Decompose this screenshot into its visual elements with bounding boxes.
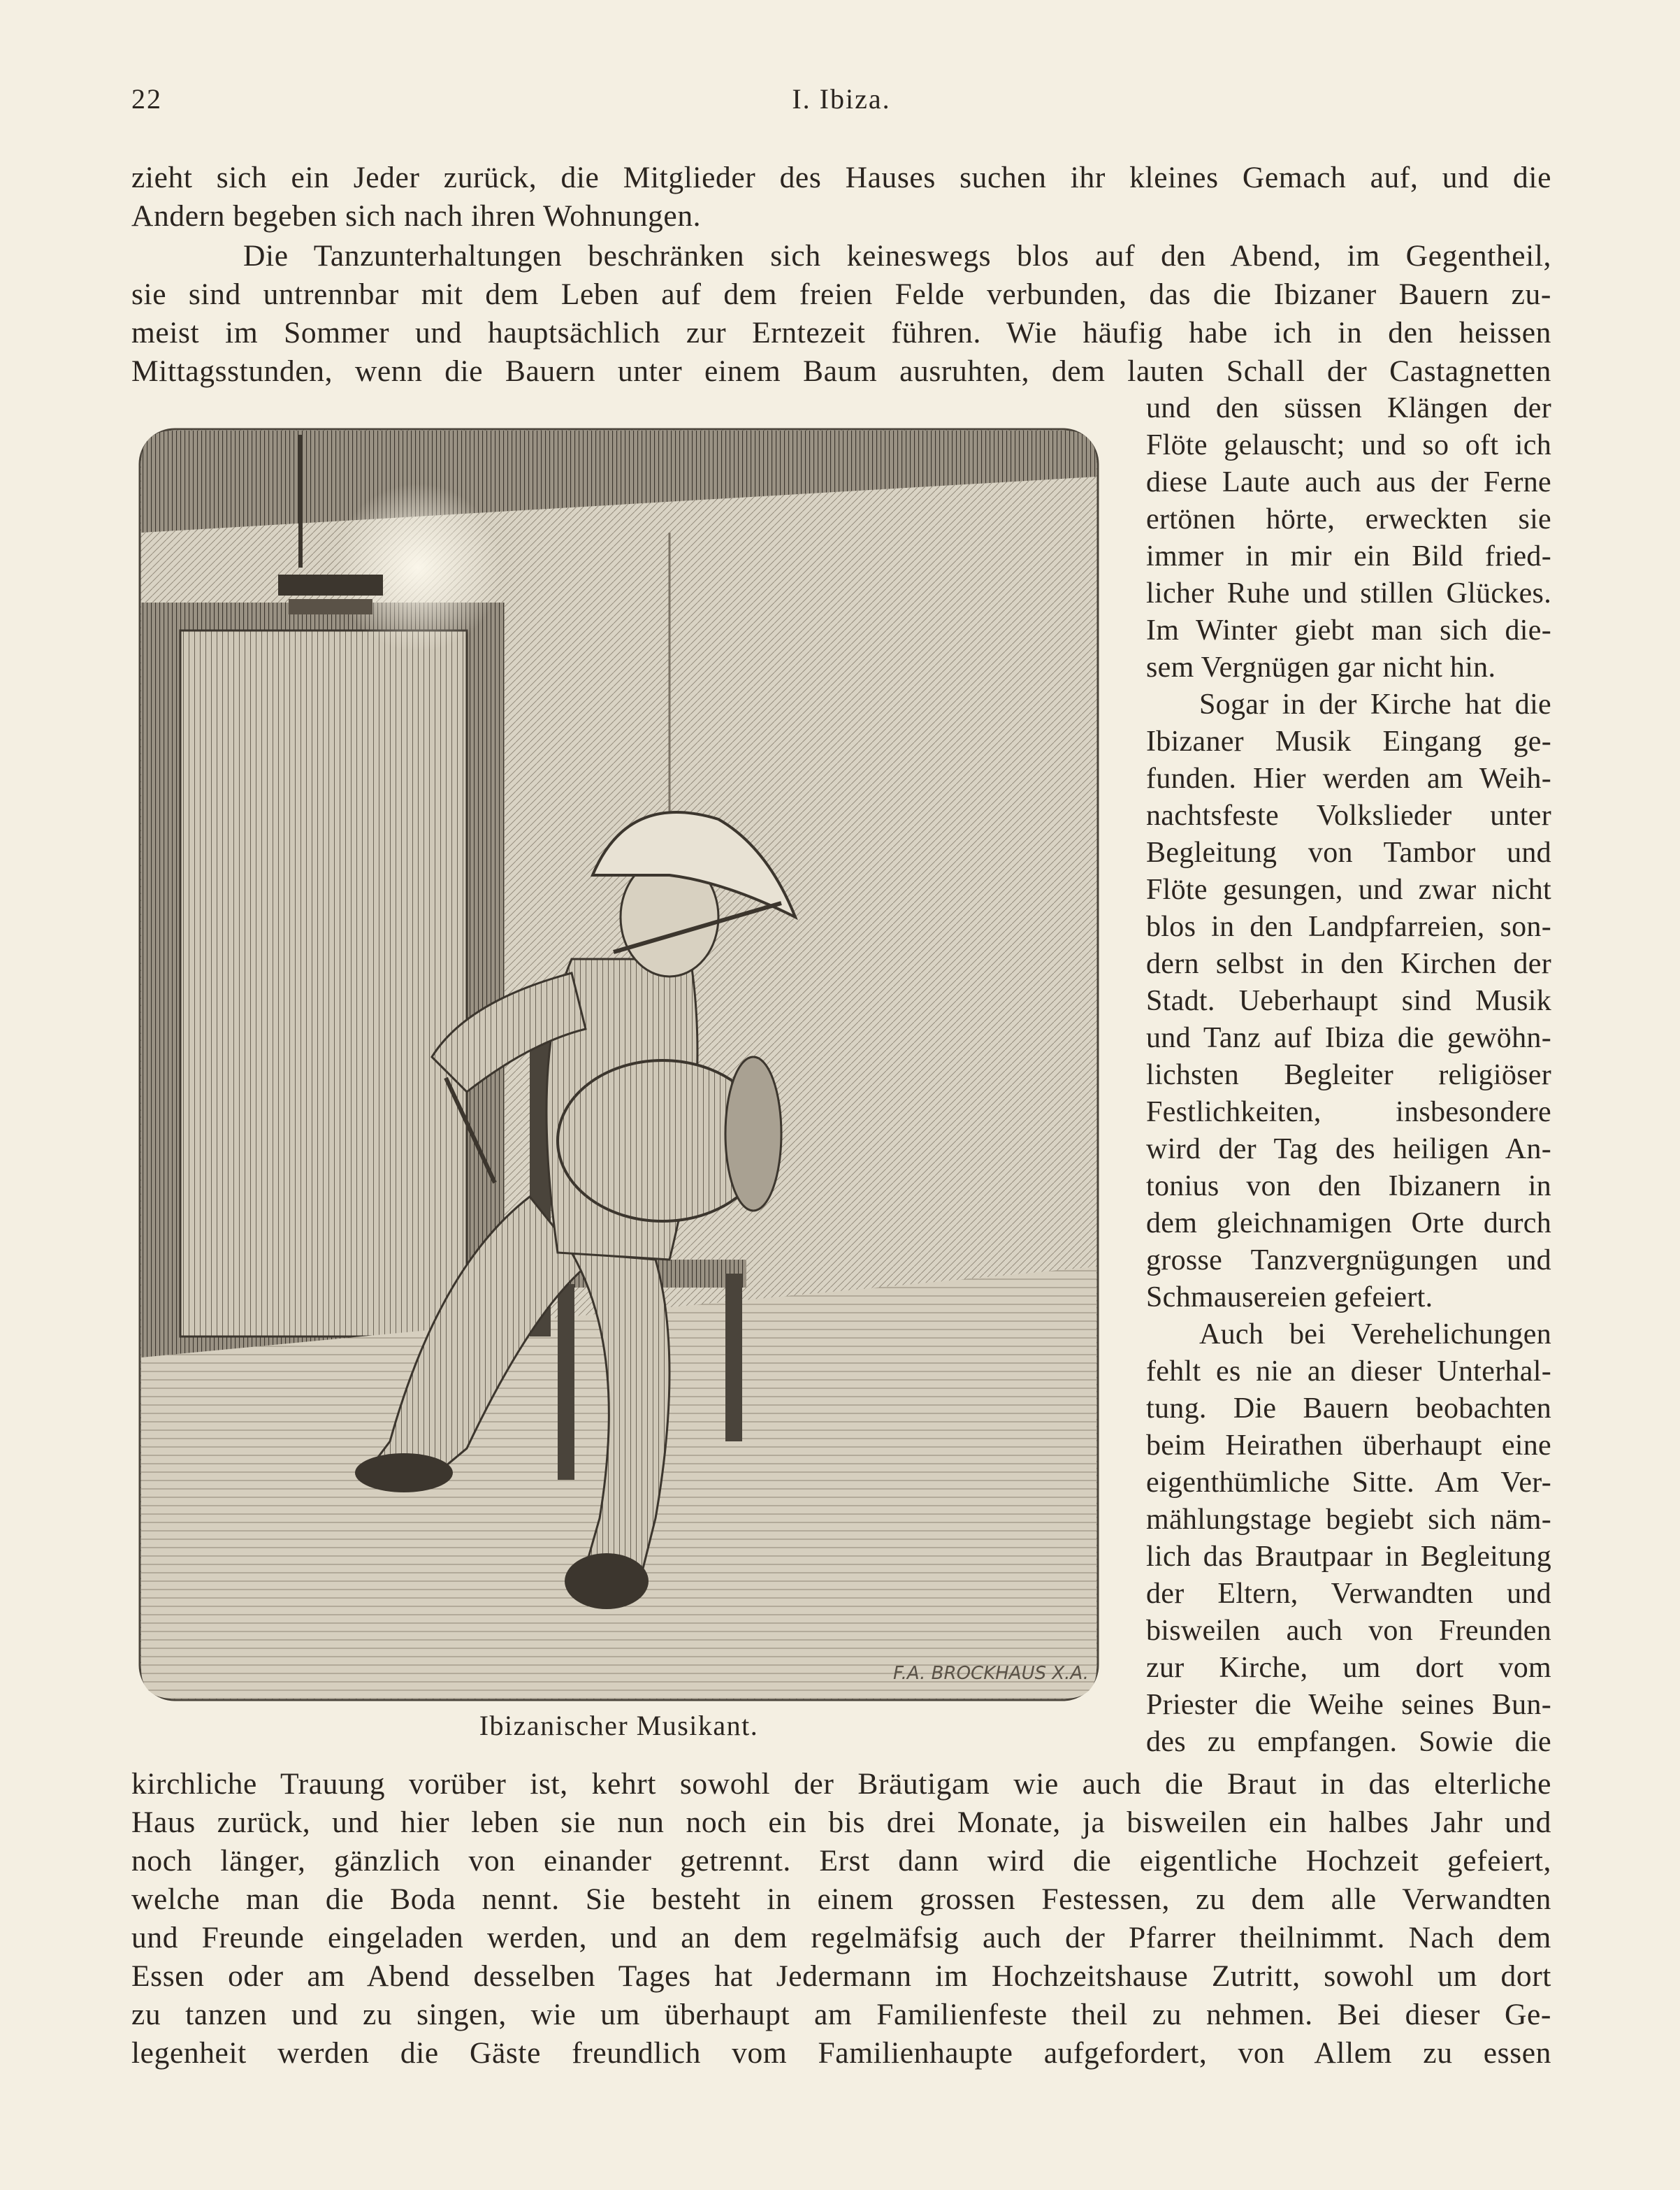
column-line: zur Kirche, um dort vom — [1146, 1652, 1551, 1684]
column-line: tonius von den Ibizanern in — [1146, 1170, 1551, 1202]
text-line: Die Tanzunterhaltungen beschränken sich keineswegs blos auf den Abend, im Gegentheil, — [243, 239, 1551, 273]
text-line: zieht sich ein Jeder zurück, die Mitglieder des Hauses suchen ihr kleines Gemach auf, und die — [131, 161, 1551, 194]
engraver-signature: F.A. BROCKHAUS X.A. — [893, 1663, 1089, 1684]
column-line: fehlt es nie an dieser Unterhal- — [1146, 1355, 1551, 1388]
illustration-musician — [138, 428, 1099, 1701]
column-line: Schmausereien gefeiert. — [1146, 1281, 1433, 1313]
column-line: Priester die Weihe seines Bun- — [1146, 1689, 1551, 1721]
text-line: und Freunde eingeladen werden, und an dem regelmäfsig auch der Pfarrer theilnimmt. Nach dem — [131, 1921, 1551, 1954]
text-line: Essen oder am Abend desselben Tages hat Jedermann im Hochzeitshause Zutritt, sowohl um dort — [131, 1959, 1551, 1993]
column-line: Flöte gesungen, und zwar nicht — [1146, 874, 1551, 906]
figure-caption: Ibizanischer Musikant. — [479, 1710, 759, 1741]
running-header — [131, 82, 1551, 124]
column-line: bisweilen auch von Freunden — [1146, 1615, 1551, 1647]
column-line: Stadt. Ueberhaupt sind Musik — [1146, 985, 1551, 1017]
text-line: welche man die Boda nennt. Sie besteht in einem grossen Festessen, zu dem alle Verwandten — [131, 1882, 1551, 1916]
text-line: Mittagsstunden, wenn die Bauern unter einem Baum ausruhten, dem lauten Schall der Castagnetten — [131, 354, 1551, 388]
column-line: diese Laute auch aus der Ferne — [1146, 466, 1551, 498]
column-line: Festlichkeiten, insbesondere — [1146, 1096, 1551, 1128]
column-line: funden. Hier werden am Weih- — [1146, 763, 1551, 795]
text-line: kirchliche Trauung vorüber ist, kehrt sowohl der Bräutigam wie auch die Braut in das elterliche — [131, 1767, 1551, 1801]
column-line: nachtsfeste Volkslieder unter — [1146, 800, 1551, 832]
column-line: ertönen hörte, erweckten sie — [1146, 503, 1551, 535]
column-line: Sogar in der Kirche hat die — [1199, 689, 1551, 721]
text-line: legenheit werden die Gäste freundlich vom Familienhaupte aufgefordert, von Allem zu essen — [131, 2036, 1551, 2070]
column-line: blos in den Landpfarreien, son- — [1146, 911, 1551, 943]
chapter-title: I. Ibiza. — [792, 83, 891, 115]
column-line: Begleitung von Tambor und — [1146, 837, 1551, 869]
column-line: wird der Tag des heiligen An- — [1146, 1133, 1551, 1165]
text-line: Andern begeben sich nach ihren Wohnungen. — [131, 199, 702, 233]
text-line: Haus zurück, und hier leben sie nun noch ein bis drei Monate, ja bisweilen ein halbes Jahr und — [131, 1806, 1551, 1839]
text-line: meist im Sommer und hauptsächlich zur Erntezeit führen. Wie häufig habe ich in den heissen — [131, 316, 1551, 350]
column-line: dern selbst in den Kirchen der — [1146, 948, 1551, 980]
column-line: Auch bei Verehelichungen — [1199, 1318, 1551, 1350]
column-line: der Eltern, Verwandten und — [1146, 1578, 1551, 1610]
text-line: zu tanzen und zu singen, wie um überhaupt am Familienfeste theil zu nehmen. Bei dieser Ge- — [131, 1998, 1551, 2031]
column-line: Im Winter giebt man sich die- — [1146, 614, 1551, 647]
column-line: immer in mir ein Bild fried- — [1146, 540, 1551, 572]
text-line: noch länger, gänzlich von einander getrennt. Erst dann wird die eigentliche Hochzeit gefeiert, — [131, 1844, 1551, 1878]
column-line: beim Heirathen überhaupt eine — [1146, 1429, 1551, 1462]
column-line: mählungstage begiebt sich näm- — [1146, 1504, 1551, 1536]
text-line: sie sind untrennbar mit dem Leben auf dem freien Felde verbunden, das die Ibizaner Bauern zu- — [131, 278, 1551, 311]
column-line: lichsten Begleiter religiöser — [1146, 1059, 1551, 1091]
column-line: Flöte gelauscht; und so oft ich — [1146, 429, 1551, 461]
column-line: sem Vergnügen gar nicht hin. — [1146, 651, 1496, 684]
column-line: Ibizaner Musik Eingang ge- — [1146, 726, 1551, 758]
column-line: eigenthümliche Sitte. Am Ver- — [1146, 1467, 1551, 1499]
column-line: dem gleichnamigen Orte durch — [1146, 1207, 1551, 1239]
column-line: licher Ruhe und stillen Glückes. — [1146, 577, 1551, 610]
column-line: und Tanz auf Ibiza die gewöhn- — [1146, 1022, 1551, 1054]
column-line: und den süssen Klängen der — [1146, 392, 1551, 424]
column-line: lich das Brautpaar in Begleitung — [1146, 1541, 1551, 1573]
column-line: grosse Tanzvergnügungen und — [1146, 1244, 1551, 1276]
column-line: tung. Die Bauern beobachten — [1146, 1392, 1551, 1425]
column-line: des zu empfangen. Sowie die — [1146, 1726, 1551, 1758]
page-number: 22 — [131, 83, 162, 115]
